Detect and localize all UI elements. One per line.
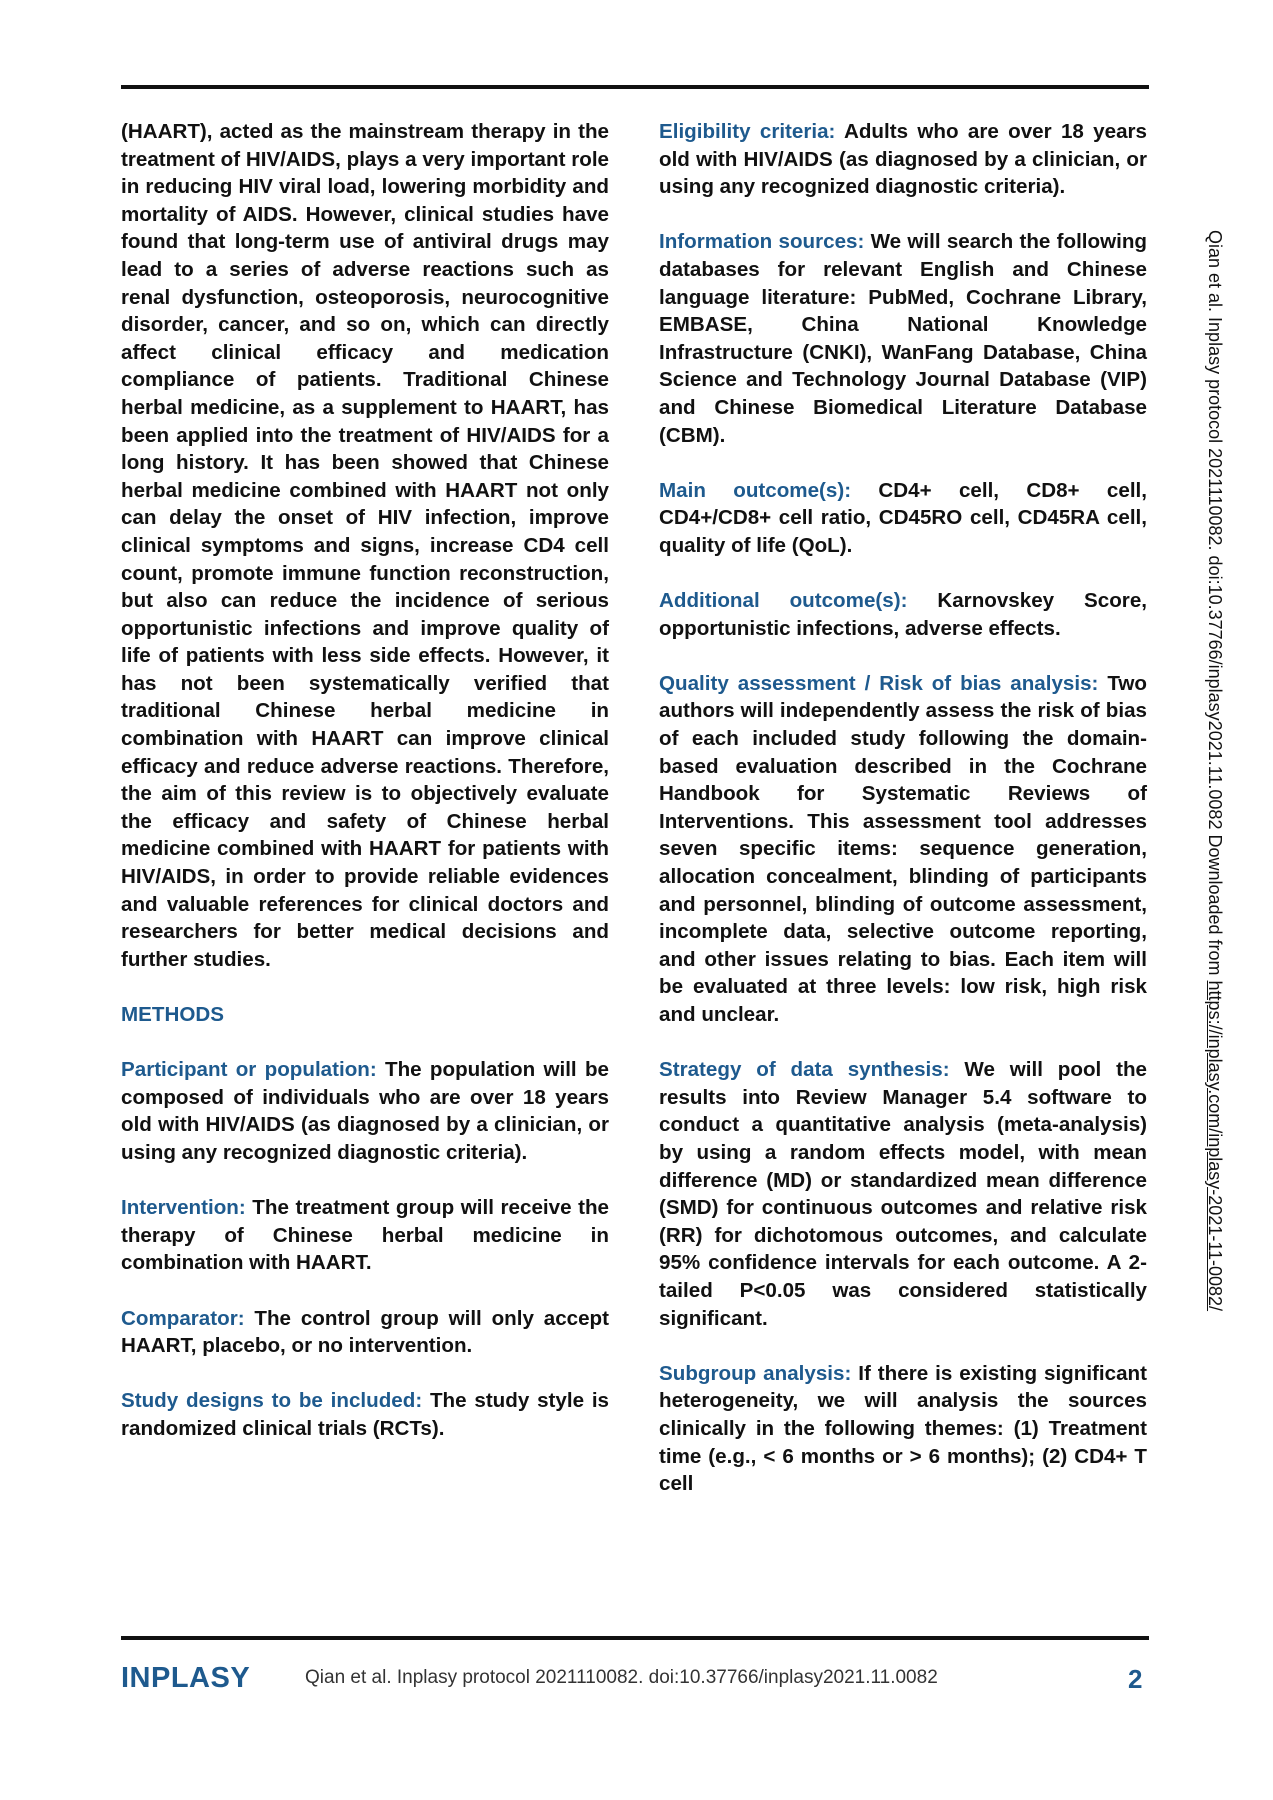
intervention-paragraph — [121, 1194, 609, 1277]
comparator-paragraph — [121, 1305, 609, 1360]
subgroup-analysis-text: If there is existing significant heterogeneity, we will analysis the sources clinically in the following themes: (1) Treatment time (e.g., < 6 months or > 6 months); (2) CD4+ T cell — [659, 1361, 1147, 1496]
footer-citation: Qian et al. Inplasy protocol 2021110082. doi:10.37766/inplasy2021.11.0082 — [305, 1667, 938, 1688]
participant-paragraph — [121, 1056, 609, 1166]
top-rule — [121, 85, 1149, 89]
subgroup-analysis-paragraph — [659, 1360, 1147, 1498]
participant-text: The population will be composed of individuals who are over 18 years old with HIV/AIDS (as diagnosed by a clinician, or using any recognized diagnostic criteria). — [121, 1058, 609, 1164]
data-synthesis-paragraph — [659, 1056, 1147, 1332]
study-designs-paragraph — [121, 1387, 609, 1442]
information-sources-text: We will search the following databases for relevant English and Chinese language literature: PubMed, Cochrane Library, EMBASE, China National Knowledge Infrastructure (CNKI), WanFang Database, China Science and Technology Journal Database (VIP) and Chinese Biomedical Literature Database (CBM). — [659, 230, 1147, 447]
data-synthesis-label: Strategy of data synthesis: — [659, 1058, 950, 1082]
intervention-text: The treatment group will receive the therapy of Chinese herbal medicine in combination with HAART. — [121, 1196, 609, 1275]
footer-brand-logo: INPLASY — [121, 1662, 251, 1694]
left-column — [121, 118, 609, 1470]
sidebar-citation: Qian et al. Inplasy protocol 2021110082. doi:10.37766/inplasy2021.11.0082 Downloaded from — [1205, 230, 1225, 981]
study-designs-text: The study style is randomized clinical trials (RCTs). — [121, 1389, 609, 1440]
additional-outcome-text: Karnovskey Score, opportunistic infections, adverse effects. — [659, 589, 1147, 640]
information-sources-label: Information sources: — [659, 230, 865, 254]
sidebar-link[interactable]: https://inplasy.com/inplasy-2021-11-0082/ — [1205, 980, 1225, 1312]
quality-assessment-label: Quality assessment / Risk of bias analysis: — [659, 671, 1099, 695]
methods-heading: METHODS — [121, 1003, 224, 1026]
additional-outcome-label: Additional outcome(s): — [659, 589, 908, 613]
main-outcome-text: CD4+ cell, CD8+ cell, CD4+/CD8+ cell ratio, CD45RO cell, CD45RA cell, quality of life (QoL). — [659, 478, 1147, 557]
data-synthesis-text: We will pool the results into Review Manager 5.4 software to conduct a quantitative analysis (meta-analysis) by using a random effects model, with mean difference (MD) or standardized mean difference (SMD) for continuous outcomes and relative risk (RR) for dichotomous outcomes, and calculate 95% confidence intervals for each outcome. A 2-tailed P<0.05 was considered statistically significant. — [659, 1058, 1147, 1330]
intro-paragraph: (HAART), acted as the mainstream therapy in the treatment of HIV/AIDS, plays a very important role in reducing HIV viral load, lowering morbidity and mortality of AIDS. However, clinical studies have found that long-term use of antiviral drugs may lead to a series of adverse reactions such as renal dysfunction, osteoporosis, neurocognitive disorder, cancer, and so on, which can directly affect clinical efficacy and medication compliance of patients. Traditional Chinese herbal medicine, as a supplement to HAART, has been applied into the treatment of HIV/AIDS for a long history. It has been showed that Chinese herbal medicine combined with HAART not only can delay the onset of HIV infection, improve clinical symptoms and signs, increase CD4 cell count, promote immune function reconstruction, but also can reduce the incidence of serious opportunistic infections and improve quality of life of patients with less side effects. However, it has not been systematically verified that traditional Chinese herbal medicine in combination with HAART can improve clinical efficacy and reduce adverse reactions. Therefore, the aim of this review is to objectively evaluate the efficacy and safety of Chinese herbal medicine combined with HAART for patients with HIV/AIDS, in order to provide reliable evidences and valuable references for clinical doctors and researchers for better medical decisions and further studies. — [121, 120, 609, 971]
main-outcome-label: Main outcome(s): — [659, 478, 852, 502]
comparator-text: The control group will only accept HAART, placebo, or no intervention. — [121, 1306, 609, 1358]
information-sources-paragraph — [659, 228, 1147, 449]
right-column — [659, 118, 1147, 1525]
additional-outcome-paragraph — [659, 587, 1147, 642]
eligibility-label: Eligibility criteria: — [659, 120, 836, 143]
intervention-label: Intervention: — [121, 1196, 246, 1220]
eligibility-paragraph — [659, 118, 1147, 201]
download-sidebar — [1204, 230, 1226, 1311]
main-outcome-paragraph — [659, 477, 1147, 560]
page-number: 2 — [1128, 1664, 1143, 1694]
quality-assessment-paragraph — [659, 670, 1147, 1029]
bottom-rule — [121, 1636, 1149, 1640]
comparator-label: Comparator: — [121, 1306, 245, 1330]
participant-label: Participant or population: — [121, 1058, 377, 1082]
eligibility-text: Adults who are over 18 years old with HIV/AIDS (as diagnosed by a clinician, or using any recognized diagnostic criteria). — [659, 120, 1147, 199]
quality-assessment-text: Two authors will independently assess the risk of bias of each included study following the domain-based evaluation described in the Cochrane Handbook for Systematic Reviews of Interventions. This assessment tool addresses seven specific items: sequence generation, allocation concealment, blinding of participants and personnel, blinding of outcome assessment, incomplete data, selective outcome reporting, and other issues relating to bias. Each item will be evaluated at three levels: low risk, high risk and unclear. — [659, 671, 1147, 1026]
subgroup-analysis-label: Subgroup analysis: — [659, 1361, 852, 1385]
study-designs-label: Study designs to be included: — [121, 1389, 423, 1413]
